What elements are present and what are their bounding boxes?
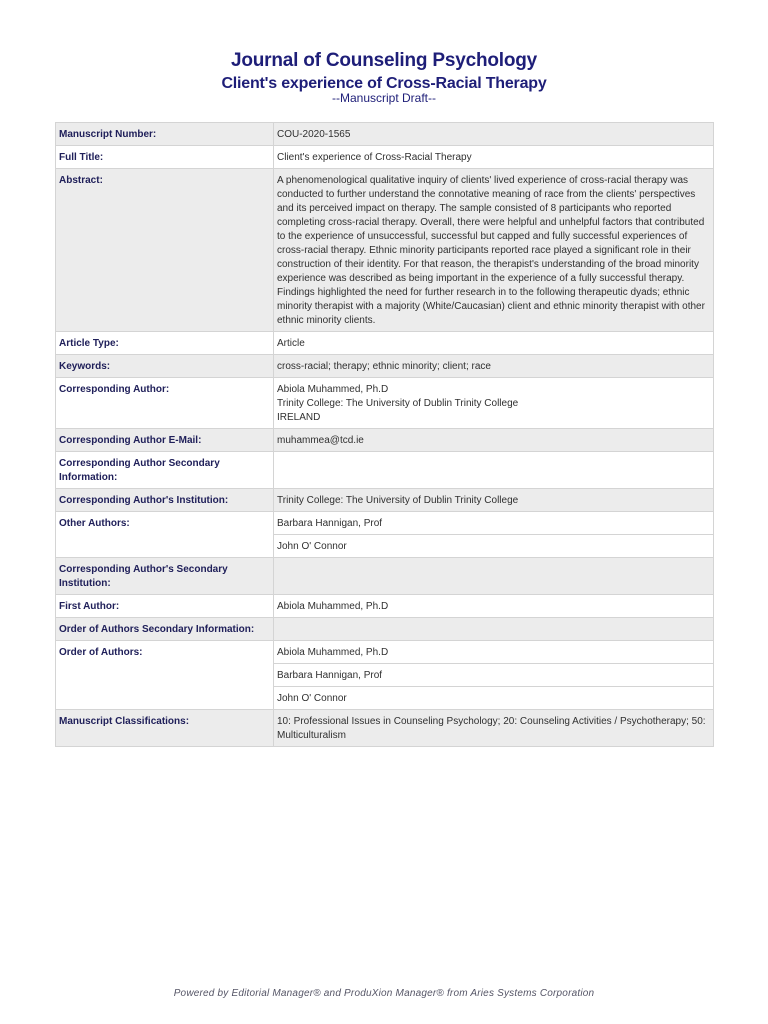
- other-authors-label: Other Authors:: [56, 512, 274, 558]
- corresponding-author-name: Abiola Muhammed, Ph.D: [277, 384, 389, 395]
- manuscript-number-label: Manuscript Number:: [56, 123, 274, 146]
- corresponding-institution-label: Corresponding Author's Institution:: [56, 489, 274, 512]
- order-author-3: John O' Connor: [274, 687, 714, 710]
- table-row: [56, 332, 714, 355]
- article-type-label: Article Type:: [56, 332, 274, 355]
- footer-credit: Powered by Editorial Manager® and ProduXion Manager® from Aries Systems Corporation: [173, 988, 595, 999]
- abstract-label: Abstract:: [56, 169, 274, 332]
- document-header: [0, 50, 768, 105]
- keywords-label: Keywords:: [56, 355, 274, 378]
- table-row: [56, 595, 714, 618]
- table-row: [56, 123, 714, 146]
- article-type-value: Article: [274, 332, 714, 355]
- order-of-authors-label: Order of Authors:: [56, 641, 274, 710]
- first-author-value: Abiola Muhammed, Ph.D: [274, 595, 714, 618]
- corresponding-secondary-info-label: Corresponding Author Secondary Information:: [56, 452, 274, 489]
- classifications-value: 10: Professional Issues in Counseling Psychology; 20: Counseling Activities / Psychotherapy; 50: Multiculturalism: [274, 710, 714, 747]
- corresponding-email-label: Corresponding Author E-Mail:: [56, 429, 274, 452]
- corresponding-institution-value: Trinity College: The University of Dublin Trinity College: [274, 489, 714, 512]
- order-secondary-info-value: [274, 618, 714, 641]
- corresponding-author-institution: Trinity College: The University of Dublin Trinity College: [277, 398, 519, 409]
- other-author-2: John O' Connor: [274, 535, 714, 558]
- corresponding-author-label: Corresponding Author:: [56, 378, 274, 429]
- corresponding-secondary-info-value: [274, 452, 714, 489]
- full-title-label: Full Title:: [56, 146, 274, 169]
- corresponding-email-value: muhammea@tcd.ie: [274, 429, 714, 452]
- manuscript-metadata-table: [55, 122, 714, 747]
- corresponding-author-country: IRELAND: [277, 412, 321, 423]
- other-author-1: Barbara Hannigan, Prof: [274, 512, 714, 535]
- corresponding-author-value: [274, 378, 714, 429]
- table-row: [56, 378, 714, 429]
- abstract-value: A phenomenological qualitative inquiry of clients' lived experience of cross-racial therapy was conducted to further understand the connotative meaning of race from the clients' perspectives and its perceived impact on therapy. The sample consisted of 8 participants who reported completing cross-racial therapy. Overall, there were helpful and unhelpful factors that contributed to the experience of unsuccessful, successful but capped and fully successful experiences of cross-racial therapy. Ethnic minority participants reported race played a significant role in their construction of their identity. For that reason, the therapist's understanding of the broad minority experience was described as being important in the experience of a fully successful therapy. Findings highlighted the need for further research in to the following therapeutic dyads; ethnic minority therapist with a majority (White/Caucasian) client and ethnic minority therapist with other ethnic minority clients.: [274, 169, 714, 332]
- table-row: [56, 452, 714, 489]
- order-author-1: Abiola Muhammed, Ph.D: [274, 641, 714, 664]
- journal-title: Journal of Counseling Psychology: [230, 50, 538, 71]
- table-row: [56, 429, 714, 452]
- table-row: [56, 355, 714, 378]
- table-row: [56, 512, 714, 535]
- keywords-value: cross-racial; therapy; ethnic minority; client; race: [274, 355, 714, 378]
- table-row: [56, 710, 714, 747]
- table-row: [56, 558, 714, 595]
- corresponding-secondary-institution-label: Corresponding Author's Secondary Institution:: [56, 558, 274, 595]
- order-secondary-info-label: Order of Authors Secondary Information:: [56, 618, 274, 641]
- table-row: [56, 489, 714, 512]
- first-author-label: First Author:: [56, 595, 274, 618]
- table-row: [56, 618, 714, 641]
- corresponding-secondary-institution-value: [274, 558, 714, 595]
- order-author-2: Barbara Hannigan, Prof: [274, 664, 714, 687]
- classifications-label: Manuscript Classifications:: [56, 710, 274, 747]
- manuscript-number-value: COU-2020-1565: [274, 123, 714, 146]
- full-title-value: Client's experience of Cross-Racial Therapy: [274, 146, 714, 169]
- table-row: [56, 169, 714, 332]
- table-row: [56, 146, 714, 169]
- draft-label: --Manuscript Draft--: [331, 91, 436, 105]
- table-row: [56, 641, 714, 664]
- article-title: Client's experience of Cross-Racial Therapy: [221, 75, 547, 92]
